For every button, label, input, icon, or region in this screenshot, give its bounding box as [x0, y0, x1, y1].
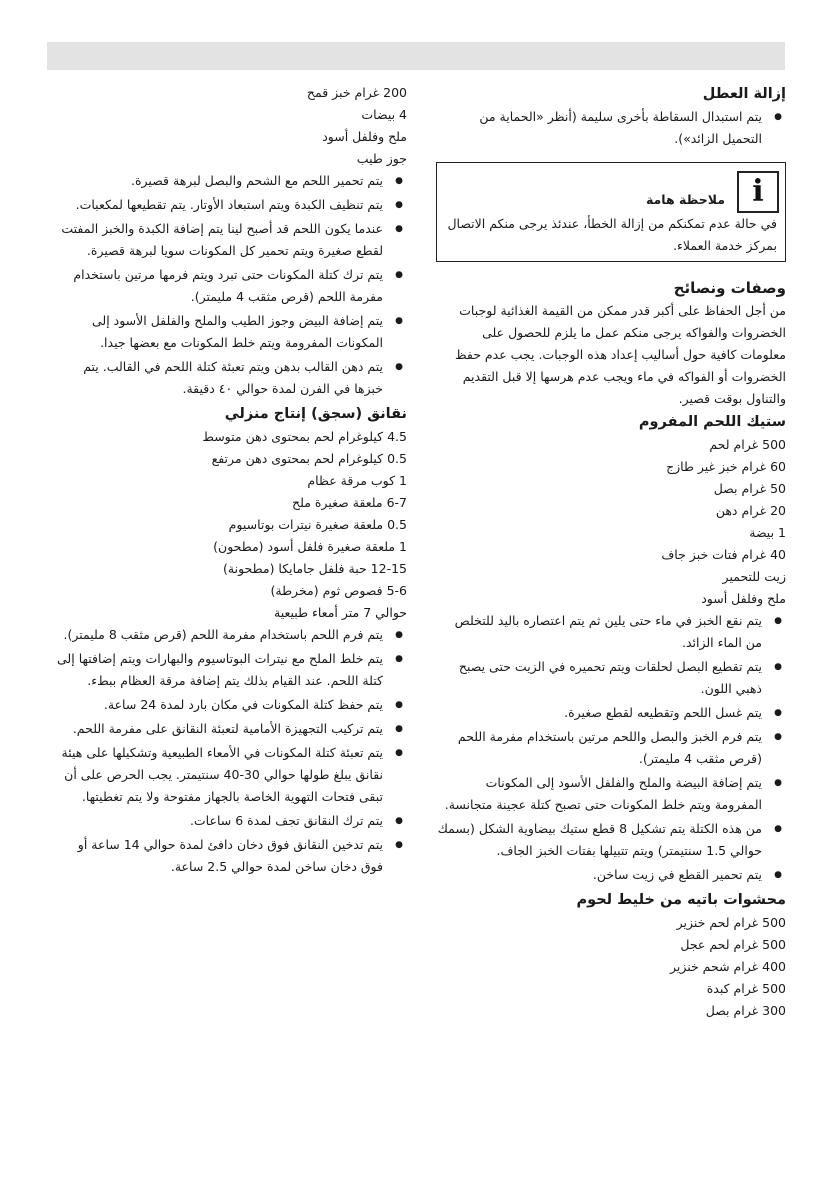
- ingredient-line: 0.5 ملعقة صغيرة نيترات بوتاسيوم: [228, 517, 407, 532]
- ingredient-line: 500 غرام لحم عجل: [680, 937, 786, 952]
- list-item: ● يتم نقع الخبز في ماء حتى يلين ثم يتم اعتصاره باليد للتخلص من الماء الزائد.: [436, 610, 786, 654]
- list-item: ● يتم ترك كتلة المكونات حتى تبرد ويتم فرمها مرتين باستخدام مفرمة اللحم (قرص مثقب 4 مليمتر).: [55, 264, 407, 308]
- list-item: ● يتم تحمير اللحم مع الشحم والبصل لبرهة قصيرة.: [55, 170, 407, 192]
- pate-ingredients-cont: [55, 82, 407, 170]
- list-item: ● يتم تقطيع البصل لحلقات ويتم تحميره في الزيت حتى يصبح ذهبي اللون.: [436, 656, 786, 700]
- steak-steps: [436, 610, 786, 886]
- ingredient-line: زيت للتحمير: [722, 569, 786, 584]
- ingredient-line: 4 بيضات: [361, 107, 407, 122]
- list-item: ● يتم دهن القالب بدهن ويتم تعبئة كتلة اللحم في القالب. يتم خبزها في الفرن لمدة حوالي ٤٠ دقيقة.: [55, 356, 407, 400]
- ingredient-line: 20 غرام دهن: [715, 503, 786, 518]
- ingredient-line: 6-7 ملعقة صغيرة ملح: [292, 495, 407, 510]
- steak-heading: ستيك اللحم المفروم: [638, 414, 786, 430]
- list-item: ● يتم فرم اللحم باستخدام مفرمة اللحم (قرص مثقب 8 مليمتر).: [55, 624, 407, 646]
- list-item: ● يتم ترك النقانق تجف لمدة 6 ساعات.: [55, 810, 407, 832]
- ingredient-line: 1 ملعقة صغيرة فلفل أسود (مطحون): [213, 539, 407, 554]
- right-column: [436, 82, 786, 1022]
- list-item: ● يتم إضافة البيضة والملح والفلفل الأسود إلى المكونات المفرومة ويتم خلط المكونات حتى تصبح كتلة عجينة متجانسة.: [436, 772, 786, 816]
- ingredient-line: 500 غرام لحم خنزير: [676, 915, 786, 930]
- ingredient-line: 200 غرام خبز قمح: [306, 85, 407, 100]
- list-item: ● من هذه الكتلة يتم تشكيل 8 قطع ستيك بيضاوية الشكل (بسمك حوالي 1.5 سنتيمتر) ويتم تتبيلها بفتات الخبز الجاف.: [436, 818, 786, 862]
- troubleshoot-heading: إزالة العطل: [702, 86, 786, 102]
- sausage-ingredients: [55, 426, 407, 624]
- ingredient-line: 60 غرام خبز غير طازج: [666, 459, 786, 474]
- ingredient-line: جوز طيب: [356, 151, 407, 166]
- ingredient-line: 500 غرام كبدة: [706, 981, 786, 996]
- ingredient-line: 12-15 حبة فلفل جامايكا (مطحونة): [223, 561, 407, 576]
- ingredient-line: 4.5 كيلوغرام لحم بمحتوى دهن متوسط: [202, 429, 407, 444]
- list-item: ● يتم حفظ كتلة المكونات في مكان بارد لمدة 24 ساعة.: [55, 694, 407, 716]
- important-note-box: [436, 162, 786, 262]
- list-item: ● يتم تركيب التجهيزة الأمامية لتعبئة النقانق على مفرمة اللحم.: [55, 718, 407, 740]
- info-icon: i: [737, 171, 779, 213]
- list-item: ● يتم تنظيف الكبدة ويتم استبعاد الأوتار. يتم تقطيعها لمكعبات.: [55, 194, 407, 216]
- sausage-steps: [55, 624, 407, 878]
- list-item: ● يتم تعبئة كتلة المكونات في الأمعاء الطبيعية وتشكيلها على هيئة نقانق يبلغ طولها حوالي 30-40 سنتيمتر. يجب الحرص على أن تبقى فتحات التهوية الخاصة بالجهاز مفتوحة ولا يتم تغطيتها.: [55, 742, 407, 808]
- tips-paragraph: من أجل الحفاظ على أكبر قدر ممكن من القيمة الغذائية لوجبات الخضروات والفواكه يرجى منكم عمل ما يلزم للحصول على معلومات كافية حول أساليب إعداد هذه الوجبات. يجب عدم حفظ الخضروات أو الفواكه في ماء ويجب عدم هرسها إلا قبل التقديم والتناول بوقت قصير.: [455, 303, 786, 406]
- list-item: ● يتم غسل اللحم وتقطيعه لقطع صغيرة.: [436, 702, 786, 724]
- ingredient-line: حوالي 7 متر أمعاء طبيعية: [274, 605, 407, 620]
- list-item: ● يتم خلط الملح مع نيترات البوتاسيوم والبهارات ويتم إضافتها إلى كتلة اللحم. عند القيام بذلك يتم إضافة مرقة العظام ببطء.: [55, 648, 407, 692]
- pate-heading: محشوات باتيه من خليط لحوم: [576, 892, 786, 908]
- list-item: ● يتم تدخين النقانق فوق دخان دافئ لمدة حوالي 14 ساعة أو فوق دخان ساخن لمدة حوالي 2.5 ساعة.: [55, 834, 407, 878]
- list-item: ● يتم إضافة البيض وجوز الطيب والملح والفلفل الأسود إلى المكونات المفرومة ويتم خلط المكونات مع بعضها جيدا.: [55, 310, 407, 354]
- list-item: ● يتم فرم الخبز والبصل واللحم مرتين باستخدام مفرمة اللحم (قرص مثقب 4 مليمتر).: [436, 726, 786, 770]
- list-item: ● يتم استبدال السقاطة بأخرى سليمة (أنظر «الحماية من التحميل الزائد»).: [436, 106, 786, 150]
- note-title: ملاحظة هامة: [645, 192, 725, 207]
- ingredient-line: 400 غرام شحم خنزير: [669, 959, 786, 974]
- pate-steps: [55, 170, 407, 400]
- ingredient-line: 500 غرام لحم: [709, 437, 786, 452]
- ingredient-line: ملح وفلفل أسود: [701, 591, 786, 606]
- sausage-heading: نقانق (سجق) إنتاج منزلي: [224, 406, 407, 422]
- tips-heading: وصفات ونصائح: [673, 279, 786, 297]
- ingredient-line: 0.5 كيلوغرام لحم بمحتوى دهن مرتفع: [211, 451, 407, 466]
- steak-ingredients: [436, 434, 786, 610]
- ingredient-line: ملح وفلفل أسود: [322, 129, 407, 144]
- troubleshoot-list: [436, 106, 786, 150]
- pate-ingredients: [436, 912, 786, 1022]
- ingredient-line: 5-6 فصوص ثوم (مخرطة): [270, 583, 407, 598]
- ingredient-line: 1 كوب مرقة عظام: [307, 473, 407, 488]
- left-column: [55, 82, 407, 880]
- ingredient-line: 50 غرام بصل: [713, 481, 786, 496]
- list-item: ● عندما يكون اللحم قد أصبح لينا يتم إضافة الكبدة والخبز المفتت لقطع صغيرة ويتم تحمير كل المكونات سويا لبرهة قصيرة.: [55, 218, 407, 262]
- list-item: ● يتم تحمير القطع في زيت ساخن.: [436, 864, 786, 886]
- note-body: في حالة عدم تمكنكم من إزالة الخطأ، عندئذ يرجى منكم الاتصال بمركز خدمة العملاء.: [447, 216, 777, 253]
- ingredient-line: 300 غرام بصل: [705, 1003, 786, 1018]
- header-bar: [47, 42, 785, 70]
- ingredient-line: 40 غرام فتات خبز جاف: [661, 547, 786, 562]
- ingredient-line: 1 بيضة: [749, 525, 786, 540]
